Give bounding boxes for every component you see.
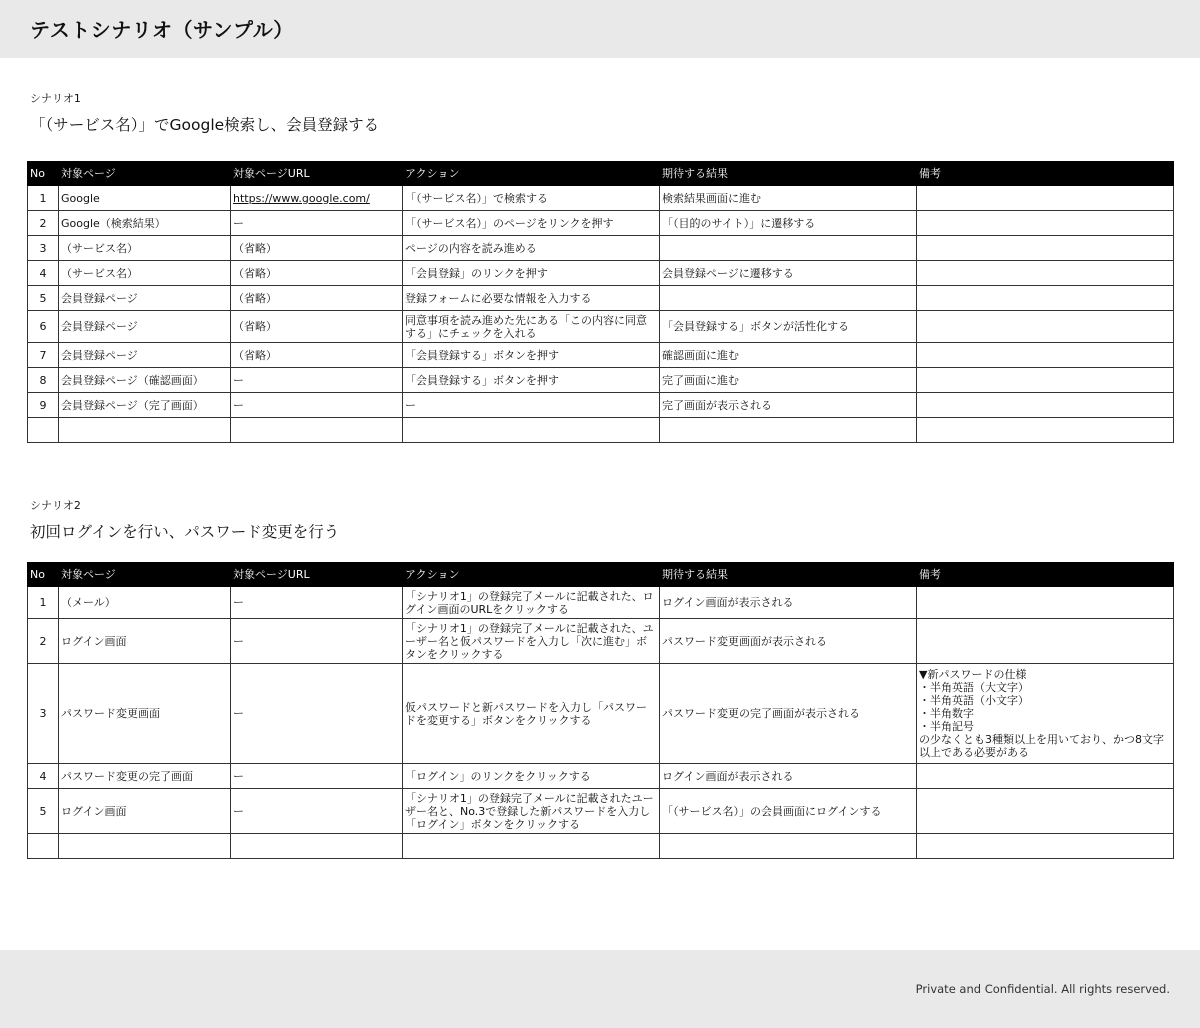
cell-no: 6 xyxy=(28,311,59,343)
scenario1-table xyxy=(27,161,1174,443)
cell-result: 検索結果画面に進む xyxy=(660,186,917,211)
cell-page: ログイン画面 xyxy=(59,789,231,834)
cell-note xyxy=(917,211,1174,236)
table-row xyxy=(28,236,1174,261)
table-row xyxy=(28,186,1174,211)
cell-result: パスワード変更画面が表示される xyxy=(660,619,917,664)
cell-action: 「（サービス名）」で検索する xyxy=(403,186,660,211)
column-header-no: No xyxy=(28,162,59,186)
cell-action: 「シナリオ1」の登録完了メールに記載されたユーザー名と、No.3で登録した新パスワードを入力し「ログイン」ボタンをクリックする xyxy=(403,789,660,834)
cell-page: （サービス名） xyxy=(59,261,231,286)
cell-url: ー xyxy=(231,211,403,236)
cell-url xyxy=(231,186,403,211)
document-footer xyxy=(0,950,1200,1028)
cell-page: 会員登録ページ xyxy=(59,343,231,368)
column-header-url: 対象ページURL xyxy=(231,162,403,186)
cell-page: 会員登録ページ xyxy=(59,311,231,343)
column-header-url: 対象ページURL xyxy=(231,563,403,587)
cell-page: （メール） xyxy=(59,587,231,619)
table-row xyxy=(28,286,1174,311)
cell-action xyxy=(403,834,660,859)
cell-no: 8 xyxy=(28,368,59,393)
table-row xyxy=(28,664,1174,764)
cell-result: 「（目的のサイト）」に遷移する xyxy=(660,211,917,236)
scenario1-table-body xyxy=(28,186,1174,443)
scenario2-table-body xyxy=(28,587,1174,859)
cell-no: 9 xyxy=(28,393,59,418)
cell-note xyxy=(917,393,1174,418)
cell-result: 完了画面が表示される xyxy=(660,393,917,418)
scenario2-table xyxy=(27,562,1174,859)
cell-page xyxy=(59,418,231,443)
table-row xyxy=(28,789,1174,834)
table-row xyxy=(28,619,1174,664)
cell-result: 完了画面に進む xyxy=(660,368,917,393)
column-header-action: アクション xyxy=(403,563,660,587)
column-header-page: 対象ページ xyxy=(59,563,231,587)
cell-action: 「会員登録する」ボタンを押す xyxy=(403,343,660,368)
cell-result: 「会員登録する」ボタンが活性化する xyxy=(660,311,917,343)
cell-action: 仮パスワードと新パスワードを入力し「パスワードを変更する」ボタンをクリックする xyxy=(403,664,660,764)
cell-url xyxy=(231,834,403,859)
table-row xyxy=(28,764,1174,789)
cell-page: パスワード変更の完了画面 xyxy=(59,764,231,789)
cell-no: 3 xyxy=(28,664,59,764)
table-row xyxy=(28,587,1174,619)
table-header-row xyxy=(28,563,1174,587)
cell-result xyxy=(660,418,917,443)
cell-no: 1 xyxy=(28,186,59,211)
cell-action: 「会員登録」のリンクを押す xyxy=(403,261,660,286)
cell-page: パスワード変更画面 xyxy=(59,664,231,764)
table-row xyxy=(28,211,1174,236)
scenario2-title: 初回ログインを行い、パスワード変更を行う xyxy=(30,523,340,541)
table-row xyxy=(28,311,1174,343)
cell-no: 2 xyxy=(28,619,59,664)
page-url-link[interactable]: https://www.google.com/ xyxy=(233,191,370,205)
column-header-note: 備考 xyxy=(917,563,1174,587)
cell-page: 会員登録ページ（完了画面） xyxy=(59,393,231,418)
document-title: テストシナリオ（サンプル） xyxy=(30,18,294,42)
cell-result: ログイン画面が表示される xyxy=(660,587,917,619)
cell-url: （省略） xyxy=(231,261,403,286)
cell-note xyxy=(917,764,1174,789)
cell-action: 「（サービス名）」のページをリンクを押す xyxy=(403,211,660,236)
cell-page: 会員登録ページ（確認画面） xyxy=(59,368,231,393)
table-row xyxy=(28,834,1174,859)
cell-no: 4 xyxy=(28,261,59,286)
cell-result: 「（サービス名）」の会員画面にログインする xyxy=(660,789,917,834)
scenario1-title: 「（サービス名）」でGoogle検索し、会員登録する xyxy=(30,116,380,134)
cell-no: 4 xyxy=(28,764,59,789)
cell-url: ー xyxy=(231,368,403,393)
scenario1-label: シナリオ1 xyxy=(30,92,81,105)
cell-no: 5 xyxy=(28,286,59,311)
cell-note xyxy=(917,619,1174,664)
cell-page: Google xyxy=(59,186,231,211)
cell-page: （サービス名） xyxy=(59,236,231,261)
cell-note xyxy=(917,587,1174,619)
cell-result: パスワード変更の完了画面が表示される xyxy=(660,664,917,764)
cell-result xyxy=(660,286,917,311)
cell-page: ログイン画面 xyxy=(59,619,231,664)
cell-action: 「シナリオ1」の登録完了メールに記載された、ログイン画面のURLをクリックする xyxy=(403,587,660,619)
table-row xyxy=(28,343,1174,368)
cell-url: ー xyxy=(231,789,403,834)
cell-note xyxy=(917,368,1174,393)
cell-url: （省略） xyxy=(231,343,403,368)
cell-url: ー xyxy=(231,393,403,418)
cell-note xyxy=(917,236,1174,261)
column-header-no: No xyxy=(28,563,59,587)
cell-note xyxy=(917,343,1174,368)
cell-note xyxy=(917,789,1174,834)
cell-action: 同意事項を読み進めた先にある「この内容に同意する」にチェックを入れる xyxy=(403,311,660,343)
cell-no: 5 xyxy=(28,789,59,834)
cell-url: （省略） xyxy=(231,311,403,343)
cell-note xyxy=(917,261,1174,286)
cell-result: ログイン画面が表示される xyxy=(660,764,917,789)
table-row xyxy=(28,393,1174,418)
cell-note xyxy=(917,286,1174,311)
cell-page: 会員登録ページ xyxy=(59,286,231,311)
scenario2-label: シナリオ2 xyxy=(30,499,81,512)
cell-result xyxy=(660,834,917,859)
cell-action: 「会員登録する」ボタンを押す xyxy=(403,368,660,393)
table-row xyxy=(28,261,1174,286)
column-header-note: 備考 xyxy=(917,162,1174,186)
table-header-row xyxy=(28,162,1174,186)
cell-page: Google（検索結果） xyxy=(59,211,231,236)
cell-note xyxy=(917,186,1174,211)
table-row xyxy=(28,368,1174,393)
cell-note: ▼新パスワードの仕様 ・半角英語（大文字） ・半角英語（小文字） ・半角数字 ・半角記号 の少なくとも3種類以上を用いており、かつ8文字以上である必要がある xyxy=(917,664,1174,764)
cell-action: 「シナリオ1」の登録完了メールに記載された、ユーザー名と仮パスワードを入力し「次に進む」ボタンをクリックする xyxy=(403,619,660,664)
cell-no: 3 xyxy=(28,236,59,261)
cell-note xyxy=(917,311,1174,343)
cell-action: ページの内容を読み進める xyxy=(403,236,660,261)
cell-url: ー xyxy=(231,664,403,764)
cell-no: 2 xyxy=(28,211,59,236)
cell-action: 「ログイン」のリンクをクリックする xyxy=(403,764,660,789)
column-header-action: アクション xyxy=(403,162,660,186)
cell-url: ー xyxy=(231,619,403,664)
cell-url: ー xyxy=(231,764,403,789)
cell-page xyxy=(59,834,231,859)
cell-url xyxy=(231,418,403,443)
cell-url: （省略） xyxy=(231,286,403,311)
cell-no xyxy=(28,834,59,859)
table-row xyxy=(28,418,1174,443)
column-header-result: 期待する結果 xyxy=(660,162,917,186)
footer-copyright: Private and Confidential. All rights reserved. xyxy=(915,982,1170,996)
cell-action: 登録フォームに必要な情報を入力する xyxy=(403,286,660,311)
cell-url: ー xyxy=(231,587,403,619)
cell-no: 7 xyxy=(28,343,59,368)
cell-note xyxy=(917,834,1174,859)
cell-no xyxy=(28,418,59,443)
cell-note xyxy=(917,418,1174,443)
cell-action xyxy=(403,418,660,443)
document-header xyxy=(0,0,1200,58)
cell-no: 1 xyxy=(28,587,59,619)
column-header-result: 期待する結果 xyxy=(660,563,917,587)
cell-result: 会員登録ページに遷移する xyxy=(660,261,917,286)
cell-url: （省略） xyxy=(231,236,403,261)
cell-result xyxy=(660,236,917,261)
column-header-page: 対象ページ xyxy=(59,162,231,186)
cell-action: ー xyxy=(403,393,660,418)
cell-result: 確認画面に進む xyxy=(660,343,917,368)
